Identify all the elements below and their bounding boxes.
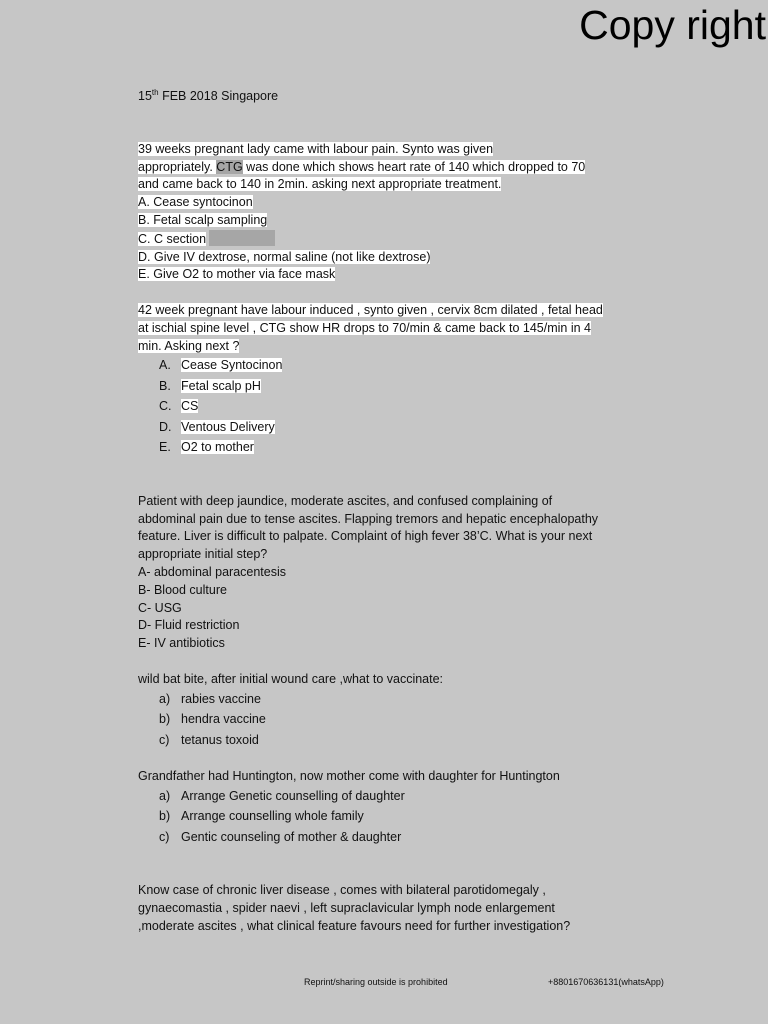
question-5-option: c) Gentic counseling of mother & daughter (159, 829, 402, 844)
question-2-stem-line: at ischial spine level , CTG show HR drops to 70/min & came back to 145/min in 4 (138, 320, 591, 335)
question-3-stem-line: feature. Liver is difficult to palpate. Complaint of high fever 38’C. What is your next (138, 529, 593, 544)
ctg-highlight: CTG (216, 159, 243, 174)
question-2-option: C. CS (159, 399, 199, 414)
question-4-option: c) tetanus toxoid (159, 732, 259, 747)
question-3-option: D- Fluid restriction (138, 618, 240, 633)
question-2 (138, 302, 628, 458)
question-1-option: B. Fetal scalp sampling (138, 212, 268, 227)
question-1-stem-line: and came back to 140 in 2min. asking next appropriate treatment. (138, 177, 502, 192)
question-2-option: B. Fetal scalp pH (159, 378, 261, 393)
document-date: 15th FEB 2018 Singapore (138, 88, 279, 103)
question-3-stem-line: appropriate initial step? (138, 547, 268, 562)
question-4 (138, 671, 628, 750)
question-3 (138, 493, 628, 653)
question-5-stem: Grandfather had Huntington, now mother come with daughter for Huntington (138, 768, 560, 783)
question-3-option: E- IV antibiotics (138, 636, 225, 651)
question-1-stem-line: appropriately. CTG was done which shows heart rate of 140 which dropped to 70 (138, 159, 586, 174)
question-4-option: a) rabies vaccine (159, 691, 261, 706)
question-2-option: A. Cease Syntocinon (159, 358, 283, 373)
question-3-option: C- USG (138, 600, 182, 615)
question-document (138, 88, 628, 936)
copyright-watermark: Copy right (579, 2, 766, 48)
question-1-option: D. Give IV dextrose, normal saline (not like dextrose) (138, 249, 431, 264)
question-5 (138, 768, 628, 847)
question-2-option: E. O2 to mother (159, 440, 254, 455)
question-3-stem-line: Patient with deep jaundice, moderate ascites, and confused complaining of (138, 493, 553, 508)
question-3-option: A- abdominal paracentesis (138, 565, 286, 580)
question-6-stem-line: ,moderate ascites , what clinical feature favours need for further investigation? (138, 918, 571, 933)
question-5-option: b) Arrange counselling whole family (159, 809, 364, 824)
question-6-stem-line: Know case of chronic liver disease , comes with bilateral parotidomegaly , (138, 883, 546, 898)
question-3-stem-line: abdominal pain due to tense ascites. Flapping tremors and hepatic encephalopathy (138, 511, 599, 526)
question-4-stem: wild bat bite, after initial wound care ,what to vaccinate: (138, 671, 444, 686)
question-2-stem-line: min. Asking next ? (138, 338, 240, 353)
question-3-option: B- Blood culture (138, 582, 227, 597)
question-6 (138, 882, 628, 935)
question-2-option: D. Ventous Delivery (159, 419, 275, 434)
reprint-notice: Reprint/sharing outside is prohibited (304, 977, 448, 987)
contact-number: +8801670636131(whatsApp) (548, 977, 664, 987)
question-1-option: A. Cease syntocinon (138, 195, 253, 210)
question-1-option: C. C section (138, 230, 628, 249)
question-1 (138, 141, 628, 284)
question-6-stem-line: gynaecomastia , spider naevi , left supraclavicular lymph node enlargement (138, 901, 555, 916)
question-2-stem-line: 42 week pregnant have labour induced , synto given , cervix 8cm dilated , fetal head (138, 302, 603, 317)
question-1-stem-line: 39 weeks pregnant lady came with labour pain. Synto was given (138, 141, 494, 156)
question-1-option: E. Give O2 to mother via face mask (138, 267, 336, 282)
question-5-option: a) Arrange Genetic counselling of daughter (159, 788, 405, 803)
question-4-option: b) hendra vaccine (159, 712, 266, 727)
